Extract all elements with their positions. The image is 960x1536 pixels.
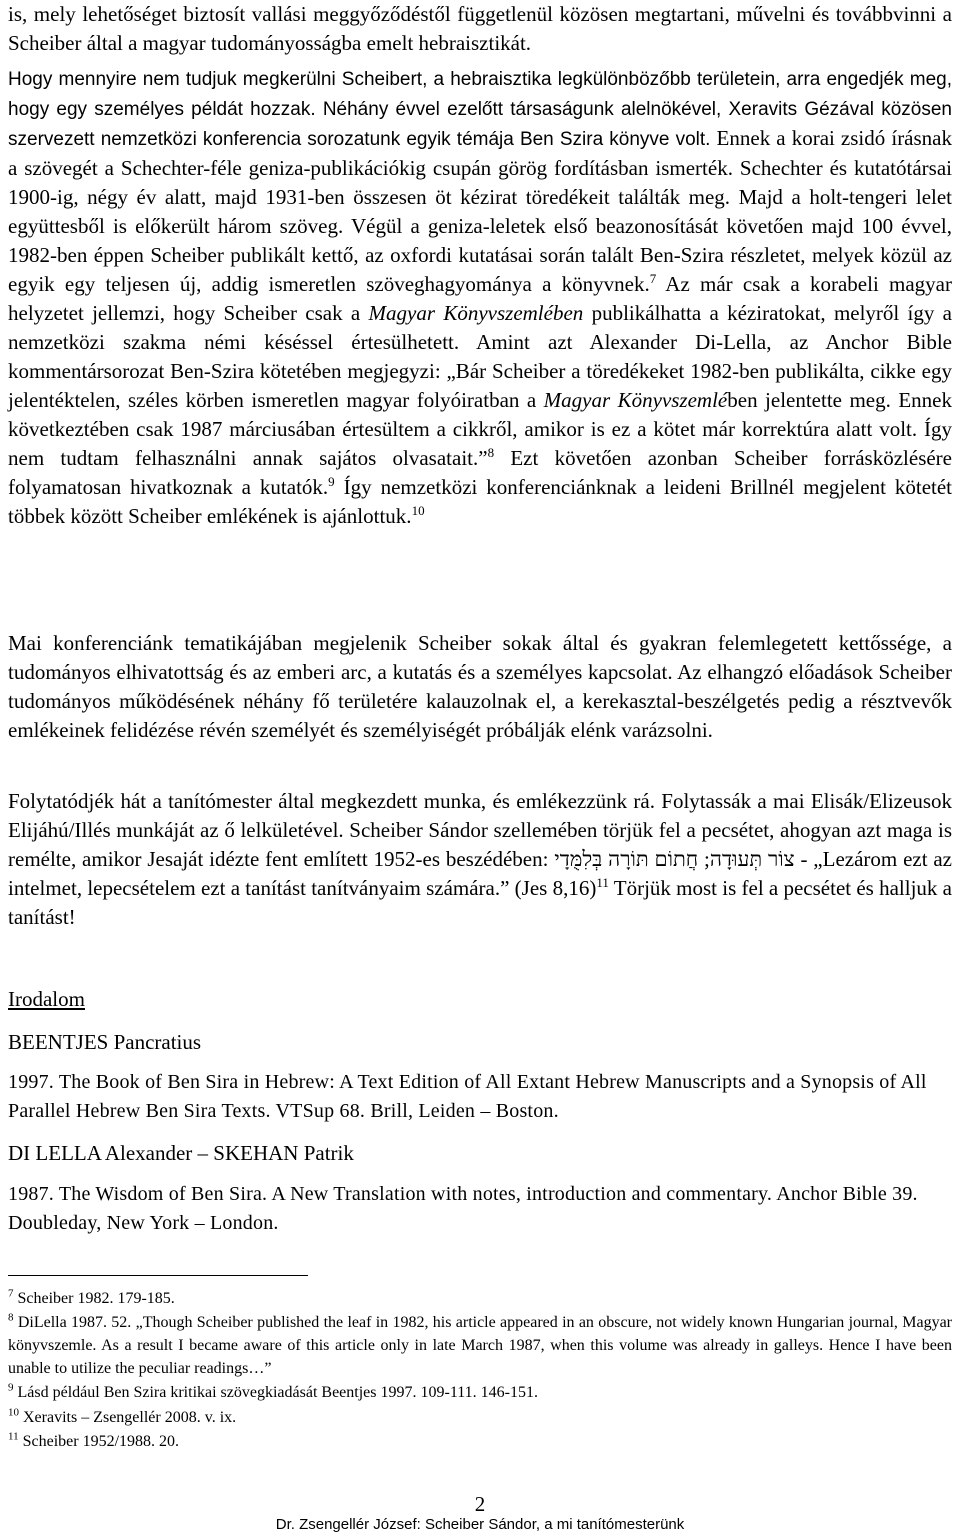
footnote-ref-11[interactable]: 11 (596, 875, 609, 890)
references-heading: Irodalom (8, 987, 85, 1011)
reference-1-author: BEENTJES Pancratius (8, 1030, 202, 1054)
paragraph-ben-sira-history: Ennek a korai zsidó írásnak a szövegét a Schechter-féle geniza-publikációkig csupán görög fordításban ismerték. Schechter és kutatótársai 1900-ig, négy év alatt, majd 1931-ben összesen öt kézirat töredékeit találták meg. Majd a holt-tengeri lelet együttesből is előkerült három szöveg. Végül a geniza-leletek első beazonosítását követően majd 100 évvel, 1982-ben éppen Scheiber publikált kettő, az oxfordi kutatásai során talált Ben-Szira részletet, melyek közül az egyik egy teljesen új, addig ismeretlen szöveghagyománya a könyvnek. (8, 126, 952, 296)
footnote-separator (8, 1275, 308, 1276)
footnote-ref-7[interactable]: 7 (649, 271, 657, 286)
page-number: 2 (474, 1492, 486, 1516)
running-footer: Dr. Zsengellér József: Scheiber Sándor, a mi tanítómesterünk (275, 1516, 685, 1533)
paragraph-ben-sira-citations: Ezt követően azonban Scheiber forrásközlésére folyamatosan hivatkoznak a kutatók. (8, 446, 952, 499)
paragraph-ben-sira (8, 64, 952, 531)
paragraph-closing (8, 787, 952, 932)
paragraph-ben-sira-brill: Így nemzetközi konferenciánknak a leideni Brillnél megjelent kötetét többek között Scheiber emlékének is ajánlottuk. (8, 475, 953, 528)
reference-2-text: 1987. The Wisdom of Ben Sira. A New Translation with notes, introduction and commentary. Anchor Bible 39. Doubleday, New York – London. (8, 1183, 918, 1234)
reference-2-author: DI LELLA Alexander – SKEHAN Patrik (8, 1141, 354, 1165)
journal-title-italic-2: Magyar Könyvszemlé (543, 388, 728, 412)
footnote-ref-10[interactable]: 10 (411, 503, 425, 518)
paragraph-closing-translation: - „Lezárom ezt az intelmet, lepecsételem ezt a tanítást tanítványaim számára.” (Jes 8,16) (8, 847, 953, 900)
footnote-10-number: 10 (8, 1406, 19, 1419)
footnote-11-number: 11 (8, 1430, 19, 1443)
hebrew-quote: צוֹר תְּעוּדָה; חֲתוֹם תּוֹרָה בְּלִמֻּדָי (554, 847, 795, 871)
journal-title-italic: Magyar Könyvszemlében (368, 301, 584, 325)
reference-1-text: 1997. The Book of Ben Sira in Hebrew: A Text Edition of All Extant Hebrew Manuscripts and a Synopsis of All Parallel Hebrew Ben Sira Texts. VTSup 68. Brill, Leiden – Boston. (8, 1071, 927, 1122)
footnote-ref-8[interactable]: 8 (487, 445, 495, 460)
footnote-10-text: Xeravits – Zsengellér 2008. v. ix. (23, 1409, 237, 1426)
paragraph-intro-end: is, mely lehetőséget biztosít vallási meggyőződéstől függetlenül közösen megtartani, művelni és továbbvinni a Scheiber által a magyar tudományosságba emelt hebraisztikát. (8, 2, 952, 55)
paragraph-ben-sira-hungary: Az már csak a korabeli magyar helyzetet jellemzi, hogy Scheiber csak a (8, 272, 952, 325)
paragraph-ben-sira-intro: Hogy mennyire nem tudjuk megkerülni Scheibert, a hebraisztika legkülönbözőbb területein, arra engedjék meg, hogy egy személyes példát hozzak. Néhány évvel ezelőtt társaságunk alelnökével, Xeravits Gézával közösen szervezett nemzetközi konferencia sorozatunk egyik témája Ben Szira könyve volt. (8, 69, 952, 150)
footnote-8-text: DiLella 1987. 52. „Though Scheiber published the leaf in 1982, his article appeared in an obscure, not widely known Hungarian journal, Magyar könyvszemle. As a result I became aware of this article only in late March 1987, when this volume was already in galleys. Hence I have been unable to utilize the peculiar readings…” (8, 1314, 952, 1377)
footnote-11-text: Scheiber 1952/1988. 20. (22, 1433, 180, 1450)
paragraph-closing-main: Folytatódjék hát a tanítómester által megkezdett munka, és emlékezzünk rá. Folytassák a mai Elisák/Elizeusok Elijáhú/Illés munkáját az ő lelkületével. Scheiber Sándor szellemében törjük fel a pecsétet, ahogyan azt maga is remélte, amikor Jesaját idézte fent említett 1952-es beszédében: (8, 789, 952, 871)
paragraph-conference: Mai konferenciánk tematikájában megjelenik Scheiber sokak által és gyakran felemlegetett kettőssége, a tudományos elhivatottság és az emberi arc, a kutatás és a személyes kapcsolat. Az elhangzó előadások Scheiber tudományos működésének néhány fő területére kalauzolnak el, a kerekasztal-beszélgetés pedig a résztvevők emlékeinek felidézése révén személyét és személyiségét próbálják elénk varázsolni. (8, 631, 952, 742)
footnote-ref-9[interactable]: 9 (328, 474, 335, 489)
footnote-7-text: Scheiber 1982. 179-185. (17, 1290, 175, 1307)
footnote-7-number: 7 (8, 1287, 14, 1300)
footnote-7 (8, 1287, 952, 1310)
footnote-8-number: 8 (8, 1311, 14, 1324)
paragraph-closing-end: Törjük most is fel a pecsétet és halljuk a tanítást! (8, 876, 952, 929)
footnote-11 (8, 1430, 952, 1453)
footnote-9-number: 9 (8, 1381, 14, 1394)
footnote-10 (8, 1406, 952, 1429)
footnote-9-text: Lásd például Ben Szira kritikai szövegkiadását Beentjes 1997. 109-111. 146-151. (17, 1384, 538, 1401)
paragraph-ben-sira-dilella: publikálhatta a kéziratokat, melyről így a nemzetközi szakma némi késéssel értesülhetett. Amint azt Alexander Di-Lella, az Anchor Bible kommentársorozat Ben-Szira kötetében megjegyzi: „Bár Scheiber a töredékeket 1982-ben publikálta, cikke egy jelentéktelen, széles körben ismeretlen magyar folyóiratban a (8, 301, 952, 412)
footnote-9 (8, 1381, 952, 1404)
footnote-8 (8, 1311, 952, 1380)
paragraph-ben-sira-quote: ben jelentette meg. Ennek következtében csak 1987 márciusában értesültem a cikkről, amikor is ez a kötet már korrektúra alatt volt. Így nem tudtam felhasználni annak sajátos olvasatait.” (8, 388, 952, 470)
